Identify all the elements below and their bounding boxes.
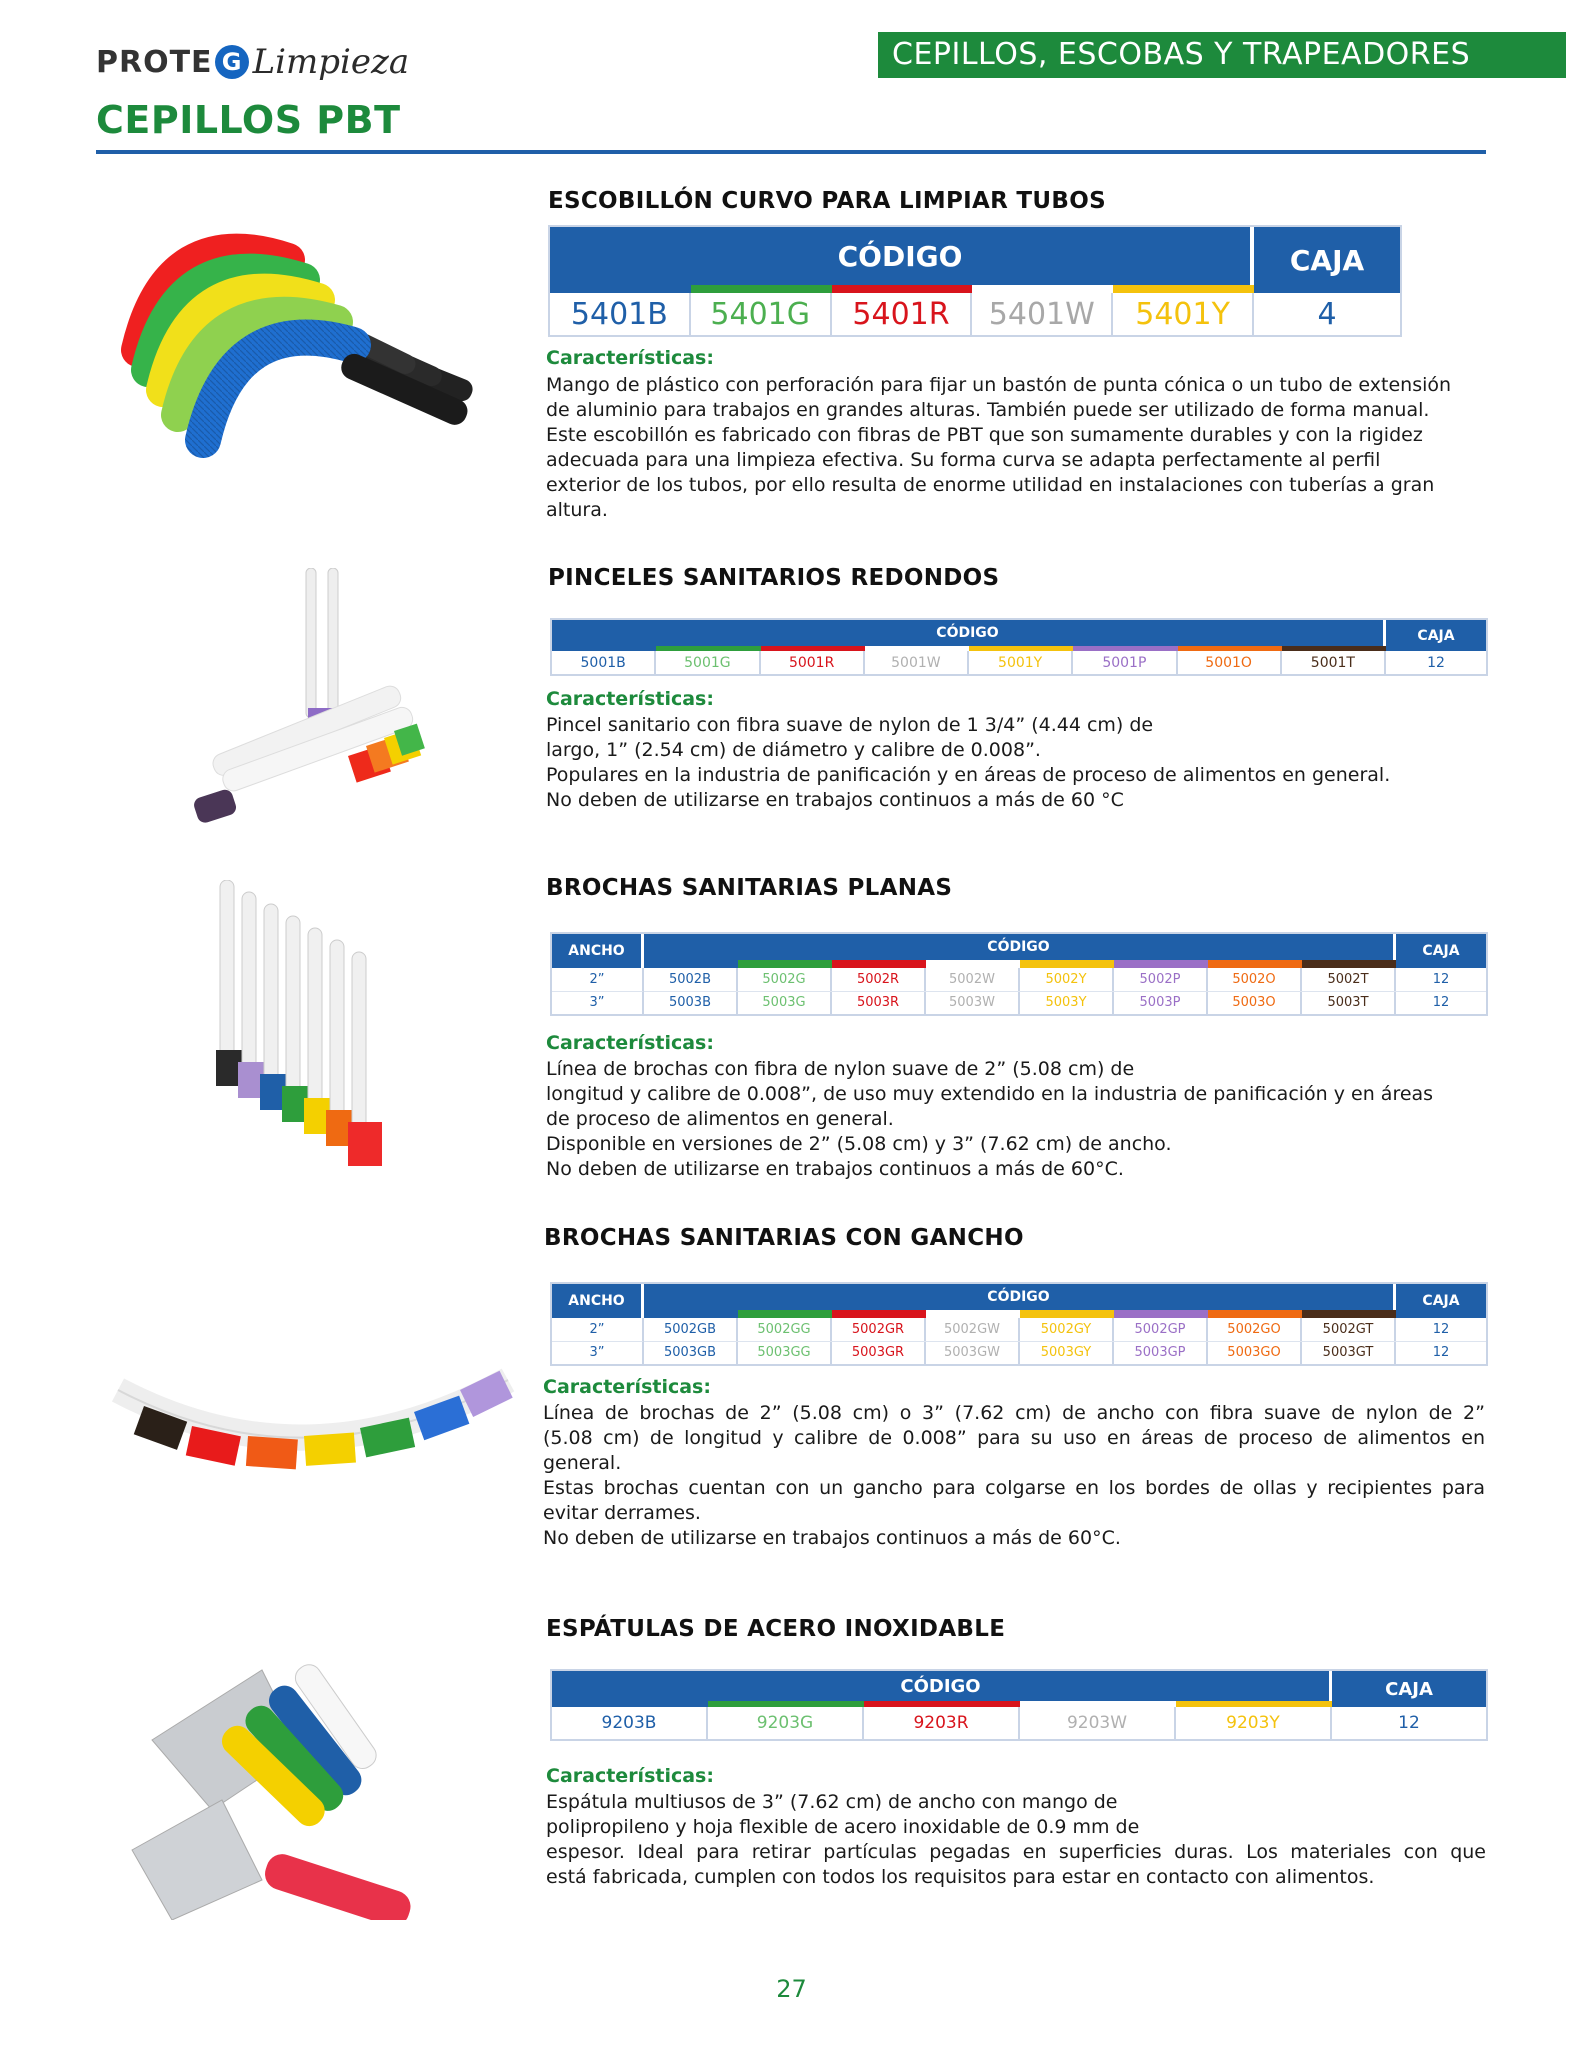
features-line: Mango de plástico con perforación para fijar un bastón de punta cónica o un tubo de extensión: [546, 374, 1452, 396]
code-cell: 5003GP: [1114, 1342, 1208, 1365]
box-cell: 12: [1398, 1713, 1420, 1733]
width-cell: 2”: [552, 1318, 644, 1341]
code-cell: 5003W: [926, 992, 1020, 1015]
features-line: Línea de brochas de 2” (5.08 cm) o 3” (7.62 cm) de ancho con fibra suave de nylon de 2”: [543, 1402, 1485, 1424]
code-cell: 5002W: [926, 968, 1020, 991]
box-header: CAJA: [1254, 227, 1400, 293]
color-strip: [1020, 960, 1114, 968]
code-cell: 5001G: [656, 651, 760, 674]
color-strip: [644, 960, 738, 968]
code-cell: 5002G: [738, 968, 832, 991]
code-cell: 5002O: [1208, 968, 1302, 991]
color-strip: [738, 960, 832, 968]
features-line: (5.08 cm) de longitud y calibre de 0.008” para su uso en áreas de proceso de alimentos en: [543, 1427, 1485, 1449]
code-table: [550, 1669, 1488, 1741]
features-line: Línea de brochas con fibra de nylon suave de 2” (5.08 cm) de: [546, 1058, 1135, 1080]
code-cell: 5401R: [832, 293, 973, 335]
code-cell: 5001P: [1073, 651, 1177, 674]
page-title: CEPILLOS PBT: [96, 98, 401, 142]
features-line: No deben de utilizarse en trabajos continuos a más de 60°C.: [543, 1527, 1121, 1549]
features-line: longitud y calibre de 0.008”, de uso muy extendido en la industria de panificación y en áreas: [546, 1083, 1434, 1105]
features-line: adecuada para una limpieza efectiva. Su forma curva se adapta perfectamente al perfil: [546, 449, 1381, 471]
features-line: Espátula multiusos de 3” (7.62 cm) de ancho con mango de: [546, 1791, 1118, 1813]
tube-brush-image: [108, 200, 488, 470]
features-line: evitar derrames.: [543, 1502, 701, 1524]
width-cell: 3”: [552, 1341, 644, 1365]
code-cell: 5003GR: [832, 1342, 926, 1365]
features-line: general.: [543, 1452, 622, 1474]
color-strip: [1302, 1310, 1396, 1318]
color-strip: [832, 285, 973, 293]
color-strip: [550, 285, 691, 293]
code-cell: 5401W: [972, 293, 1113, 335]
code-cell: 5003B: [644, 992, 738, 1015]
code-cell: 5003GO: [1208, 1342, 1302, 1365]
features-heading: Características:: [546, 688, 714, 710]
box-cell: 12: [1432, 1321, 1450, 1337]
code-table: [550, 1282, 1488, 1366]
section-title: ESPÁTULAS DE ACERO INOXIDABLE: [546, 1616, 1006, 1642]
features-line: Pincel sanitario con fibra suave de nylon de 1 3/4” (4.44 cm) de: [546, 714, 1154, 736]
features-line: No deben de utilizarse en trabajos continuos a más de 60°C.: [546, 1158, 1124, 1180]
features-line: Populares en la industria de panificación y en áreas de proceso de alimentos en general.: [546, 764, 1391, 786]
features-line: polipropileno y hoja flexible de acero inoxidable de 0.9 mm de: [546, 1816, 1140, 1838]
code-cell: 5401G: [691, 293, 832, 335]
round-brush-image: [180, 568, 460, 838]
box-cell: 12: [1396, 1341, 1486, 1365]
code-header: CÓDIGO: [550, 227, 1254, 285]
code-cell: 5001R: [761, 651, 865, 674]
section-title: PINCELES SANITARIOS REDONDOS: [548, 565, 1000, 591]
category-banner: CEPILLOS, ESCOBAS Y TRAPEADORES: [878, 32, 1566, 78]
code-cell: 5002GP: [1114, 1318, 1208, 1341]
code-cell: 5003O: [1208, 992, 1302, 1015]
code-cell: 9203W: [1020, 1707, 1176, 1739]
box-header: CAJA: [1386, 620, 1486, 651]
code-cell: 5003GB: [644, 1342, 738, 1365]
features-line: exterior de los tubos, por ello resulta de enorme utilidad en instalaciones con tuberías a gran: [546, 474, 1435, 496]
features-heading: Características:: [546, 347, 714, 369]
code-table: [548, 225, 1402, 337]
code-header: CÓDIGO: [552, 620, 1386, 646]
hook-brush-image: [108, 1340, 518, 1490]
features-heading: Características:: [543, 1376, 711, 1398]
section-title: BROCHAS SANITARIAS PLANAS: [546, 875, 953, 901]
code-cell: 5003T: [1302, 992, 1396, 1015]
code-cell: 5003G: [738, 992, 832, 1015]
features-text: [546, 1790, 1486, 1890]
code-cell: 5002GW: [926, 1318, 1020, 1341]
features-line: espesor. Ideal para retirar partículas pegadas en superficies duras. Los materiales con que: [546, 1841, 1486, 1863]
code-cell: 5003R: [832, 992, 926, 1015]
code-cell: 5002GR: [832, 1318, 926, 1341]
code-cell: 5002GB: [644, 1318, 738, 1341]
code-cell: 5001T: [1282, 651, 1386, 674]
section-title: BROCHAS SANITARIAS CON GANCHO: [544, 1225, 1024, 1251]
code-cell: 5002GY: [1020, 1318, 1114, 1341]
features-heading: Características:: [546, 1765, 714, 1787]
code-cell: 9203B: [552, 1707, 708, 1739]
features-heading: Características:: [546, 1032, 714, 1054]
features-line: Estas brochas cuentan con un gancho para colgarse en los bordes de ollas y recipientes para: [543, 1477, 1485, 1499]
code-header: CÓDIGO: [552, 1671, 1332, 1701]
features-text: [546, 713, 1486, 813]
code-cell: 9203R: [864, 1707, 1020, 1739]
color-strip: [926, 1310, 1020, 1318]
color-strip: [1302, 960, 1396, 968]
code-cell: 9203Y: [1176, 1707, 1332, 1739]
features-line: de aluminio para trabajos en grandes alturas. También puede ser utilizado de forma manual.: [546, 399, 1430, 421]
code-cell: 5003GT: [1302, 1342, 1396, 1365]
width-header: ANCHO: [552, 934, 644, 968]
code-cell: 5002GG: [738, 1318, 832, 1341]
logo-script-text: Limpieza: [252, 42, 410, 82]
box-cell: 4: [1317, 296, 1337, 332]
code-cell: 5003GY: [1020, 1342, 1114, 1365]
features-line: No deben de utilizarse en trabajos continuos a más de 60 °C: [546, 789, 1124, 811]
width-cell: 2”: [552, 968, 644, 991]
code-table: [550, 618, 1488, 676]
color-strip: [1020, 1310, 1114, 1318]
spatula-image: [112, 1640, 502, 1920]
code-header: CÓDIGO: [644, 934, 1396, 960]
code-cell: 5001W: [865, 651, 969, 674]
color-strip: [1208, 960, 1302, 968]
box-cell: 12: [1427, 654, 1445, 671]
box-cell: 12: [1432, 971, 1450, 987]
code-cell: 5002P: [1114, 968, 1208, 991]
code-table: [550, 932, 1488, 1016]
logo-g-icon: G: [215, 45, 249, 79]
color-strip: [644, 1310, 738, 1318]
color-strip: [738, 1310, 832, 1318]
color-strip: [832, 960, 926, 968]
color-strip: [926, 960, 1020, 968]
code-cell: 5401Y: [1113, 293, 1254, 335]
box-cell: 12: [1396, 991, 1486, 1015]
page-number: 27: [776, 1975, 807, 2003]
code-header: CÓDIGO: [644, 1284, 1396, 1310]
code-cell: 5003GG: [738, 1342, 832, 1365]
color-strip: [1114, 960, 1208, 968]
brand-logo: [96, 34, 409, 90]
features-line: de proceso de alimentos en general.: [546, 1108, 894, 1130]
code-cell: 5002GT: [1302, 1318, 1396, 1341]
flat-brush-image: [200, 880, 430, 1180]
features-text: [546, 1057, 1486, 1182]
code-cell: 5001B: [552, 651, 656, 674]
code-cell: 5003GW: [926, 1342, 1020, 1365]
code-cell: 5002R: [832, 968, 926, 991]
section-title: ESCOBILLÓN CURVO PARA LIMPIAR TUBOS: [548, 188, 1106, 214]
features-text: [543, 1401, 1485, 1551]
width-cell: 3”: [552, 991, 644, 1015]
features-line: altura.: [546, 499, 608, 521]
features-text: [546, 373, 1486, 523]
logo-brand-text: PROTE: [96, 44, 213, 80]
code-cell: 5002T: [1302, 968, 1396, 991]
color-strip: [832, 1310, 926, 1318]
color-strip: [691, 285, 832, 293]
color-strip: [1114, 1310, 1208, 1318]
box-header: CAJA: [1396, 1284, 1486, 1318]
features-line: está fabricada, cumplen con todos los requisitos para estar en contacto con alimentos.: [546, 1866, 1375, 1888]
color-strip: [972, 285, 1113, 293]
code-cell: 5003P: [1114, 992, 1208, 1015]
header-divider: [96, 150, 1486, 154]
width-header: ANCHO: [552, 1284, 644, 1318]
box-header: CAJA: [1332, 1671, 1486, 1707]
code-cell: 5001Y: [969, 651, 1073, 674]
features-line: largo, 1” (2.54 cm) de diámetro y calibre de 0.008”.: [546, 739, 1041, 761]
code-cell: 5003Y: [1020, 992, 1114, 1015]
features-line: Este escobillón es fabricado con fibras de PBT que son sumamente durables y con la rigidez: [546, 424, 1423, 446]
color-strip: [1113, 285, 1254, 293]
code-cell: 5001O: [1178, 651, 1282, 674]
color-strip: [1208, 1310, 1302, 1318]
box-header: CAJA: [1396, 934, 1486, 968]
code-cell: 5401B: [550, 293, 691, 335]
features-line: Disponible en versiones de 2” (5.08 cm) y 3” (7.62 cm) de ancho.: [546, 1133, 1172, 1155]
code-cell: 5002Y: [1020, 968, 1114, 991]
code-cell: 5002GO: [1208, 1318, 1302, 1341]
code-cell: 5002B: [644, 968, 738, 991]
code-cell: 9203G: [708, 1707, 864, 1739]
